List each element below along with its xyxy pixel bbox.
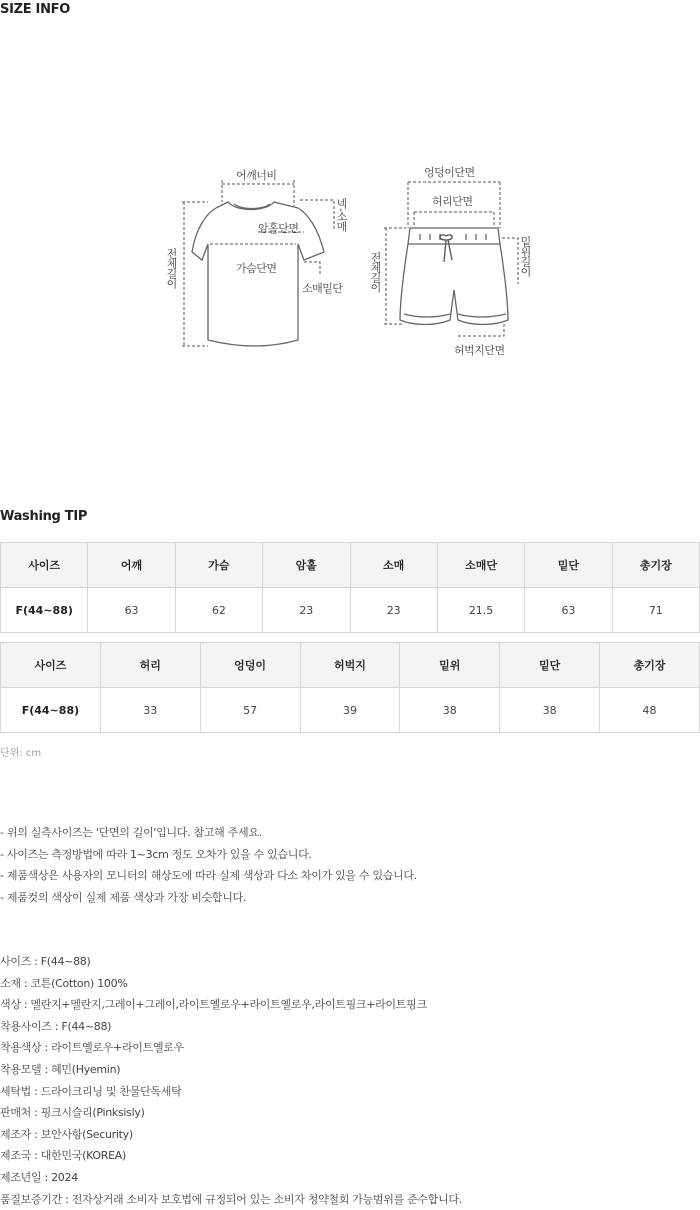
detail-line: 색상 : 멜란지+멜란지,그레이+그레이,라이트옐로우+라이트옐로우,라이트핑크+라이트핑크 <box>0 998 427 1012</box>
note-line: - 위의 실측사이즈는 '단면의 길이'입니다. 참고해 주세요. <box>0 826 262 839</box>
garment-illustration <box>0 150 700 380</box>
shorts-icon <box>400 228 508 325</box>
detail-line: 제조년일 : 2024 <box>0 1170 78 1184</box>
table-header-cell: 허벅지 <box>300 643 400 688</box>
detail-line: 소재 : 코튼(Cotton) 100% <box>0 976 128 990</box>
table-header-cell: 가슴 <box>175 543 262 588</box>
detail-line: 착용모델 : 혜민(Hyemin) <box>0 1062 121 1076</box>
unit-note: 단위: cm <box>0 748 42 759</box>
detail-line: 제조국 : 대한민국(KOREA) <box>0 1149 126 1163</box>
size-info-heading: SIZE INFO <box>0 2 70 17</box>
hip-label: 엉덩이단면 <box>424 166 475 179</box>
table-header-cell: 밑단 <box>525 543 612 588</box>
note-line: - 제품색상은 사용자의 모니터의 해상도에 따라 실제 색상과 다소 차이가 있을 수 있습니다. <box>0 869 417 883</box>
table-header-cell: 허리 <box>100 643 200 688</box>
table-header-cell: 밑위 <box>400 643 500 688</box>
table-header-cell: 사이즈 <box>1 543 88 588</box>
top-size-table <box>0 542 700 633</box>
armhole-label: 암홀단면 <box>258 222 299 235</box>
top-total-length-label: 전체길이 <box>165 248 178 288</box>
thigh-label: 허벅지단면 <box>454 344 505 357</box>
table-cell: F(44~88) <box>1 588 88 633</box>
bottom-total-length-label: 전체길이 <box>369 252 382 292</box>
table-cell: 21.5 <box>437 588 524 633</box>
table-header-cell: 소매 <box>350 543 437 588</box>
table-cell: 63 <box>88 588 175 633</box>
table-cell: 71 <box>612 588 699 633</box>
note-line: - 제품컷의 색상이 실제 제품 색상과 가장 비슷합니다. <box>0 890 247 904</box>
neck-sleeve-label: 넥-소매 <box>335 198 348 231</box>
rise-label: 밑위길이 <box>519 236 532 276</box>
table-header-cell: 엉덩이 <box>200 643 300 688</box>
table-header-row <box>1 543 700 588</box>
detail-line: 세탁법 : 드라이크리닝 및 찬물단독세탁 <box>0 1084 182 1098</box>
waist-label: 허리단면 <box>432 195 473 208</box>
table-cell: 48 <box>600 688 700 733</box>
table-cell: F(44~88) <box>1 688 101 733</box>
bottom-size-table <box>0 642 700 733</box>
table-cell: 23 <box>350 588 437 633</box>
detail-line: 사이즈 : F(44~88) <box>0 955 91 968</box>
table-cell: 63 <box>525 588 612 633</box>
table-cell: 38 <box>500 688 600 733</box>
table-header-cell: 어깨 <box>88 543 175 588</box>
table-cell: 39 <box>300 688 400 733</box>
note-line: - 사이즈는 측정방법에 따라 1~3cm 정도 오차가 있을 수 있습니다. <box>0 847 312 861</box>
size-notes <box>0 822 417 908</box>
table-cell: 23 <box>263 588 350 633</box>
table-header-cell: 소매단 <box>437 543 524 588</box>
detail-line: 판매처 : 핑크시슬리(Pinksisly) <box>0 1106 145 1120</box>
table-header-cell: 암홀 <box>263 543 350 588</box>
detail-line: 착용색상 : 라이트옐로우+라이트옐로우 <box>0 1041 184 1055</box>
table-header-cell: 총기장 <box>600 643 700 688</box>
detail-line: 착용사이즈 : F(44~88) <box>0 1019 112 1033</box>
shoulder-label: 어깨너비 <box>236 169 277 182</box>
chest-label: 가슴단면 <box>236 262 277 275</box>
size-diagram <box>0 150 700 380</box>
table-header-row <box>1 643 700 688</box>
table-header-cell: 사이즈 <box>1 643 101 688</box>
table-cell: 33 <box>100 688 200 733</box>
table-cell: 62 <box>175 588 262 633</box>
table-row <box>1 688 700 733</box>
detail-line: 품질보증기간 : 전자상거래 소비자 보호법에 규정되어 있는 소비자 청약철회 가능범위를 준수합니다. <box>0 1192 462 1206</box>
table-cell: 57 <box>200 688 300 733</box>
cuff-label: 소매밑단 <box>302 282 343 295</box>
table-header-cell: 총기장 <box>612 543 699 588</box>
table-row <box>1 588 700 633</box>
table-cell: 38 <box>400 688 500 733</box>
washing-tip-heading: Washing TIP <box>0 509 88 524</box>
product-details <box>0 951 462 1210</box>
table-header-cell: 밑단 <box>500 643 600 688</box>
detail-line: 제조자 : 보안사항(Security) <box>0 1127 133 1141</box>
